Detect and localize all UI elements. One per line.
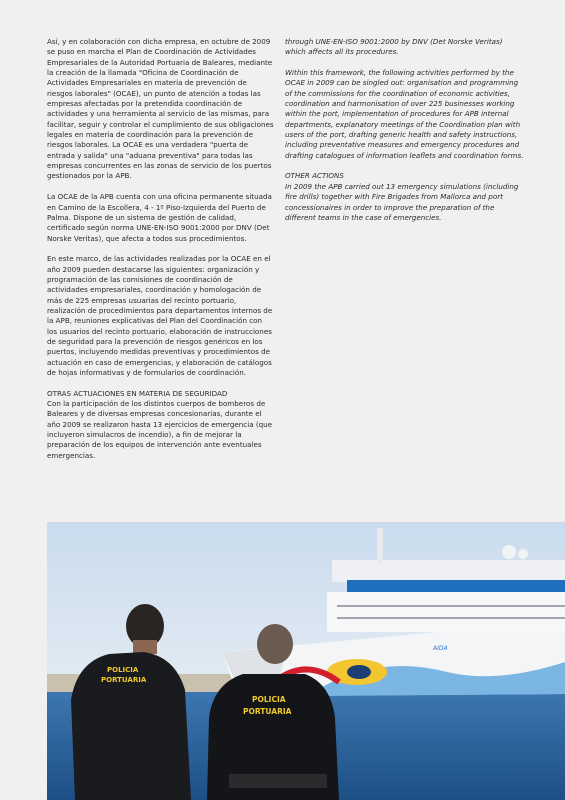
spanish-text-column — [47, 37, 274, 471]
paragraph-emergency-simulations: In 2009 the APB carried out 13 emergency simulations (including fire drills) together with Fire Brigades from Mallorca and port concessionaires in order to improve the preparation of the different teams in the case of emergencies. — [285, 181, 519, 222]
paragraph-emergency-exercises: Con la participación de los distintos cuerpos de bomberos de Baleares y de diversas empresas concesionarias, durante el año 2009 se realizaron hasta 13 ejercicios de emergencia (que incluyeron simulacros de incendio), a fin de mejorar la preparación de los equipos de intervención ante eventuales emergencias. — [47, 399, 273, 460]
section-heading-otras-actuaciones: OTRAS ACTUACIONES EN MATERIA DE SEGURIDAD — [47, 388, 228, 398]
vest-label-left-line2: PORTUARIA — [101, 676, 147, 684]
paragraph-ocae-creation: Así, y en colaboración con dicha empresa, en octubre de 2009 se puso en marcha el Plan de Coordinación de Actividades Empresariales de la Autoridad Portuaria de Baleares, mediante la creación de la llamada "Oficina de Coordinación de Actividades Empresariales en materia de prevención de riesgos laborales" (OCAE), un punto de atención a todas las empresas afectadas por la pretendida coordinación de actividades y una herramienta al servicio de las mismas, para facilitar, seguir y controlar el cumplimiento de sus obligaciones legales en materia de coordinación para la prevención de riesgos laborales. La OCAE es una verdadera "puerta de entrada y salida" una "aduana preventiva" para todas las empresas concurrentes en las zonas de servicio de los puertos gestionados por la APB. — [47, 37, 274, 181]
vest-label-right-line2: PORTUARIA — [243, 707, 292, 716]
paragraph-ocae-activities-en: Within this framework, the following activities performed by the OCAE in 2009 can be singled out: organisation and programming of the commissions for the coordination of economic activities, coordination and harmonisation of over 225 businesses working within the port, implementation of procedures for APB internal departments, explanatory meetings of the Coordination plan with users of the port, drafting generic health and safety instructions, including preventative measures and emergency procedures and drafting catalogues of information leaflets and coordination forms. — [285, 68, 524, 160]
section-heading-other-actions: OTHER ACTIONS — [285, 171, 344, 181]
vest-label-left-line1: POLICIA — [107, 666, 139, 674]
paragraph-iso-certification: through UNE-EN-ISO 9001:2000 by DNV (Det Norske Veritas) which affects all its procedures. — [285, 37, 503, 57]
paragraph-ocae-activities: En este marco, de las actividades realizadas por la OCAE en el año 2009 pueden destacarse las siguientes: organización y programación de las comisiones de coordinación de actividades empresariales, coordinación y homologación de más de 225 empresas usuarias del recinto portuario, realización de procedimientos para departamentos internos de la APB, reuniones explicativas del Plan del Coordinación con los usuarios del recinto portuario, elaboración de instrucciones de seguridad para la prevención de riesgos genéricos en los puertos, incluyendo medidas preventivas y procedimientos de actuación en caso de emergencias, y elaboración de catálogos de hojas informativas y de formularios de coordinación. — [47, 254, 273, 377]
port-police-photo — [47, 522, 565, 800]
vest-label-right-line1: POLICIA — [252, 695, 286, 704]
paragraph-ocae-office: La OCAE de la APB cuenta con una oficina permanente situada en Camino de la Escollera, 4 - 1º Piso-Izquierda del Puerto de Palma. Dispone de un sistema de gestión de calidad, certificado según norma UNE-EN-ISO 9001:2000 por DNV (Det Norske Veritas), que afecta a todos sus procedimientos. — [47, 192, 272, 243]
ship-name: AIDA — [433, 645, 448, 652]
english-text-column — [285, 37, 525, 234]
